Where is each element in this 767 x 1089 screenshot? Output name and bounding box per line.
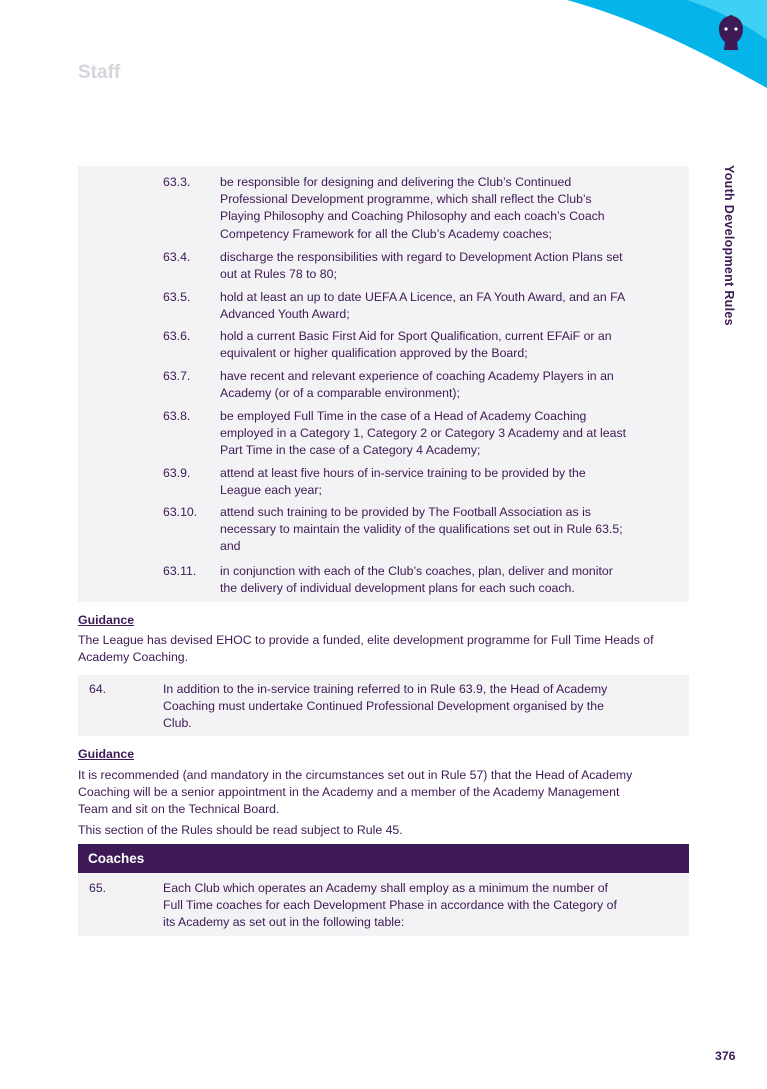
subrule-number: 63.8. bbox=[163, 409, 191, 423]
guidance-text: The League has devised EHOC to provide a funded, elite development programme for Full Time Heads of Academy Coaching. bbox=[78, 633, 654, 665]
section-heading-coaches: Coaches bbox=[78, 844, 689, 873]
guidance-heading: Guidance bbox=[78, 747, 135, 761]
subrule-text: be responsible for designing and delivering the Club’s Continued Professional Development programme, which shall reflect the Club’s Playing Philosophy and Coaching Philosophy and each coach’s Coach Competency Framework for all the Club’s Academy coaches; bbox=[220, 175, 605, 241]
guidance-note: This section of the Rules should be read subject to Rule 45. bbox=[78, 823, 403, 837]
guidance-heading: Guidance bbox=[78, 613, 135, 627]
subrule-text: attend at least five hours of in-service training to be provided by the League each year; bbox=[220, 466, 586, 498]
subrule-number: 63.6. bbox=[163, 329, 191, 343]
subrule-text: attend such training to be provided by The Football Association as is necessary to maintain the validity of the qualifications set out in Rule 63.5; and bbox=[220, 505, 623, 554]
subrule-text: hold at least an up to date UEFA A Licence, an FA Youth Award, and an FA Advanced Youth Award; bbox=[220, 290, 626, 322]
page-number: 376 bbox=[715, 1049, 736, 1063]
rule-text: Each Club which operates an Academy shall employ as a minimum the number of Full Time coaches for each Development Phase in accordance with the Category of its Academy as set out in the following table: bbox=[163, 881, 617, 930]
page-title: Staff bbox=[78, 62, 121, 83]
subrule-text: hold a current Basic First Aid for Sport Qualification, current EFAiF or an equivalent or higher qualification approved by the Board; bbox=[220, 329, 612, 361]
subrule-number: 63.5. bbox=[163, 290, 191, 304]
subrule-number: 63.10. bbox=[163, 505, 198, 519]
rule-number: 64. bbox=[89, 682, 107, 696]
subrule-number: 63.4. bbox=[163, 250, 191, 264]
subrules-panel bbox=[78, 166, 689, 602]
rule-text: In addition to the in-service training referred to in Rule 63.9, the Head of Academy Coaching must undertake Continued Professional Development organised by the Club. bbox=[163, 682, 608, 731]
subrule-number: 63.7. bbox=[163, 369, 191, 383]
subrule-text: discharge the responsibilities with regard to Development Action Plans set out at Rules 78 to 80; bbox=[220, 250, 623, 282]
side-section-label: Youth Development Rules bbox=[722, 165, 736, 326]
subrule-number: 63.11. bbox=[163, 564, 197, 578]
premier-league-lion-icon bbox=[715, 14, 747, 52]
subrule-number: 63.9. bbox=[163, 466, 191, 480]
subrule-text: have recent and relevant experience of coaching Academy Players in an Academy (or of a comparable environment); bbox=[220, 369, 614, 401]
subrule-number: 63.3. bbox=[163, 175, 191, 189]
subrule-text: be employed Full Time in the case of a Head of Academy Coaching employed in a Category 1, Category 2 or Category 3 Academy and at least Part Time in the case of a Category 4 Academy; bbox=[220, 409, 627, 458]
rule-64-panel bbox=[78, 675, 689, 736]
rule-65-panel bbox=[78, 873, 689, 936]
guidance-text: It is recommended (and mandatory in the circumstances set out in Rule 57) that the Head of Academy Coaching will be a senior appointment in the Academy and a member of the Academy Management Team and sit on the Technical Board. bbox=[78, 768, 633, 817]
rule-number: 65. bbox=[89, 881, 107, 895]
subrule-text: in conjunction with each of the Club’s coaches, plan, deliver and monitor the delivery of individual development plans for each such coach. bbox=[220, 564, 613, 596]
